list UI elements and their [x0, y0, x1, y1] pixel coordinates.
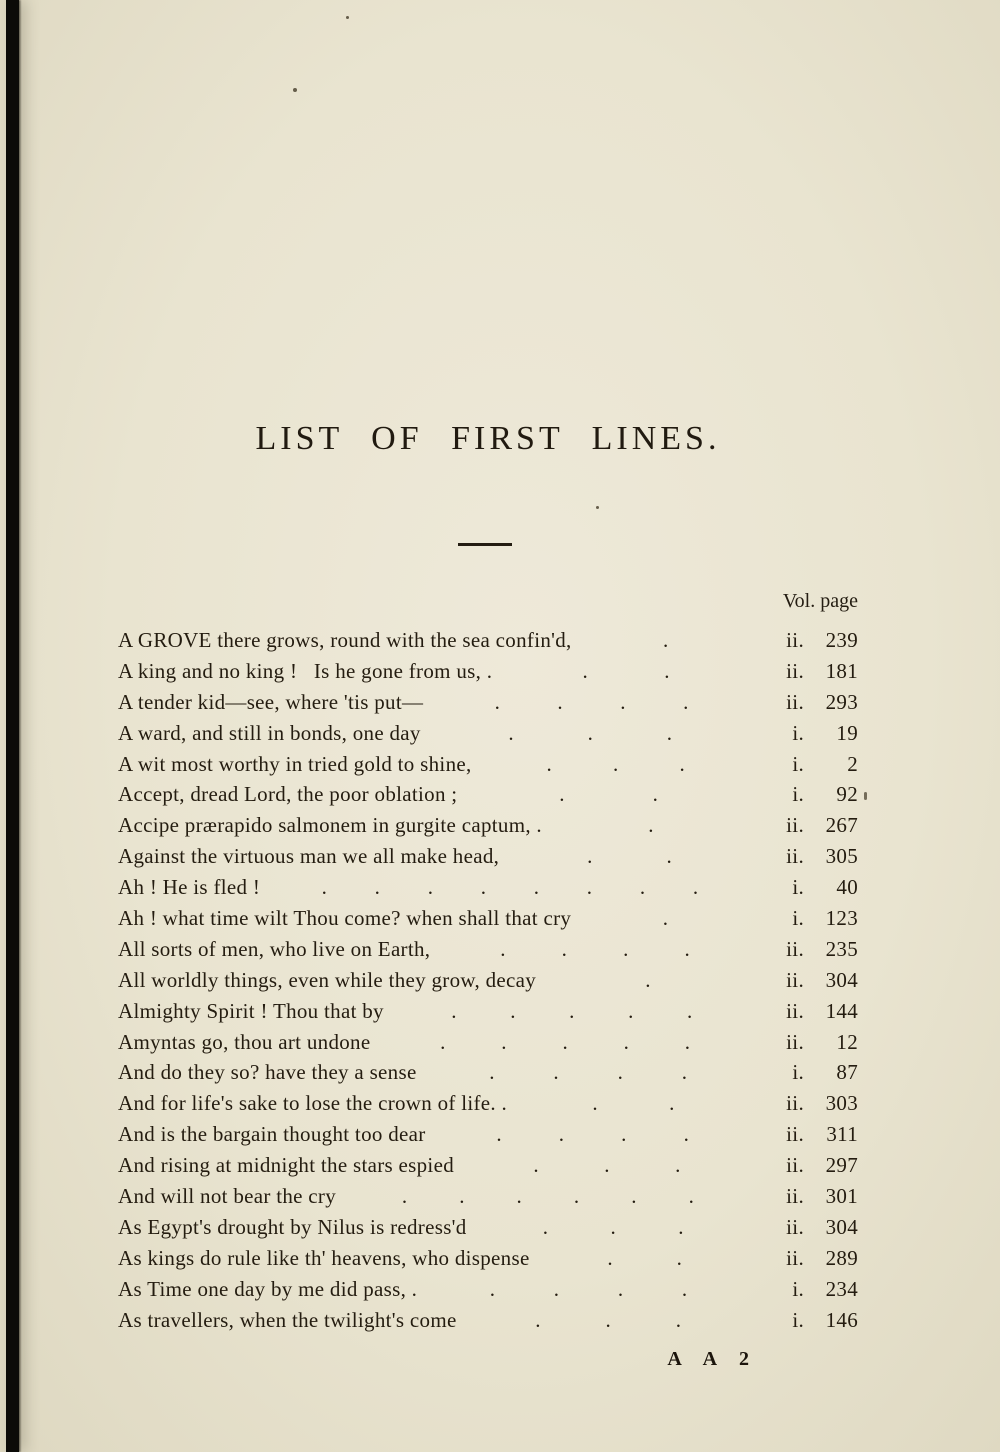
leader-dot: .: [516, 1184, 523, 1209]
leader-dot: .: [639, 875, 646, 900]
leader-dots: [417, 1060, 760, 1085]
entry-text: A wit most worthy in tried gold to shine,: [118, 751, 472, 776]
entry-row: [118, 1308, 858, 1339]
leader-dot: .: [501, 1029, 507, 1054]
leader-dot: .: [617, 1276, 624, 1301]
leader-dots: [370, 1030, 760, 1055]
leader-dots: [336, 1184, 760, 1209]
leader-dots: [507, 1091, 760, 1116]
leader-dot: .: [510, 998, 516, 1023]
scan-speck: [293, 88, 297, 92]
entry-row: [118, 782, 858, 813]
entry-volume: ii.: [786, 998, 804, 1023]
leader-dot: .: [558, 1122, 565, 1147]
entry-volume: ii.: [786, 658, 804, 683]
leader-dots: [467, 1215, 760, 1240]
leader-dots: [542, 813, 760, 838]
leader-dot: .: [621, 1122, 627, 1147]
entry-volume: i.: [792, 906, 804, 931]
entry-volume: ii.: [786, 1245, 804, 1270]
leader-dot: .: [617, 1060, 624, 1085]
entry-text: And rising at midnight the stars espied: [118, 1153, 454, 1178]
entry-page-number: 267: [825, 813, 858, 838]
entry-row: [118, 1122, 858, 1153]
entry-volume: i.: [792, 1060, 804, 1085]
leader-dot: .: [662, 906, 669, 931]
leader-dot: .: [542, 1214, 549, 1239]
entry-volume: ii.: [786, 1122, 804, 1147]
entry-page-number: 12: [836, 1029, 858, 1054]
leader-dots: [457, 782, 760, 807]
leader-dot: .: [679, 751, 686, 776]
entry-page-number: 146: [825, 1307, 858, 1332]
leader-dot: .: [533, 875, 540, 900]
entry-row: [118, 875, 858, 906]
entry-row: [118, 1215, 858, 1246]
leader-dot: .: [489, 1060, 495, 1085]
leader-dot: .: [401, 1184, 408, 1209]
leader-dot: .: [582, 658, 589, 683]
leader-dot: .: [688, 1184, 695, 1209]
leader-dot: .: [587, 720, 594, 745]
leader-dot: .: [684, 936, 691, 961]
entry-volume: ii.: [786, 967, 804, 992]
entry-page-number: 40: [836, 875, 858, 900]
scan-speck: [864, 792, 867, 800]
entry-row: [118, 968, 858, 999]
leader-dot: .: [573, 1184, 580, 1209]
leader-dot: .: [678, 1214, 684, 1239]
leader-dot: .: [586, 875, 593, 900]
entry-volume: ii.: [786, 1214, 804, 1239]
page-title: LIST OF FIRST LINES.: [255, 420, 721, 457]
scan-speck: [596, 506, 599, 509]
entry-text: A ward, and still in bonds, one day: [118, 720, 421, 745]
leader-dot: .: [623, 1029, 630, 1054]
entry-volume: i.: [792, 782, 804, 807]
entry-row: [118, 690, 858, 721]
leader-dots: [454, 1153, 760, 1178]
entry-volume: i.: [792, 720, 804, 745]
leader-dots: [423, 690, 760, 715]
entry-page-number: 305: [825, 844, 858, 869]
entry-page-number: 87: [836, 1060, 858, 1085]
entry-text: Accipe prærapido salmonem in gurgite captum, .: [118, 813, 542, 838]
entry-page-number: 304: [825, 967, 858, 992]
leader-dot: .: [607, 1245, 613, 1270]
leader-dot: .: [645, 967, 651, 992]
leader-dot: .: [663, 628, 669, 652]
leader-dots: [530, 1246, 760, 1271]
entry-row: [118, 999, 858, 1030]
entry-row: [118, 844, 858, 875]
leader-dots: [430, 937, 760, 962]
entry-volume: ii.: [786, 689, 804, 714]
leader-dot: .: [557, 689, 563, 714]
leader-dots: [457, 1308, 760, 1333]
leader-dot: .: [610, 1214, 617, 1239]
leader-dot: .: [666, 844, 673, 869]
section-divider: [458, 543, 512, 546]
leader-dot: .: [683, 689, 689, 714]
entry-volume: i.: [792, 751, 804, 776]
leader-dot: .: [652, 782, 659, 807]
entry-page-number: 297: [825, 1153, 858, 1178]
entry-page-number: 301: [825, 1184, 858, 1209]
leader-dot: .: [666, 720, 673, 745]
leader-dot: .: [623, 936, 629, 961]
leader-dot: .: [496, 1122, 502, 1147]
leader-dots: [572, 628, 760, 653]
entry-volume: ii.: [786, 844, 804, 869]
leader-dot: .: [612, 751, 619, 776]
leader-dots: [426, 1122, 760, 1147]
leader-dots: [472, 752, 760, 777]
leader-dot: .: [648, 813, 654, 838]
entry-row: [118, 1277, 858, 1308]
entry-row: [118, 1153, 858, 1184]
leader-dots: [417, 1277, 760, 1302]
entry-row: [118, 813, 858, 844]
leader-dot: .: [489, 1276, 496, 1301]
entry-text: And will not bear the cry: [118, 1184, 337, 1209]
entry-text: All worldly things, even while they grow, decay: [118, 967, 537, 992]
entry-text: Amyntas go, thou art undone: [118, 1029, 371, 1054]
entry-text: And is the bargain thought too dear: [118, 1122, 426, 1147]
leader-dot: .: [459, 1184, 465, 1209]
entry-page-number: 234: [825, 1276, 858, 1301]
entry-text: Accept, dread Lord, the poor oblation ;: [118, 782, 458, 807]
signature-mark: A A 2: [667, 1348, 758, 1370]
entry-volume: ii.: [786, 628, 804, 652]
entry-volume: ii.: [786, 1091, 804, 1116]
entries-list: [118, 628, 858, 1338]
leader-dot: .: [480, 875, 487, 900]
leader-dot: .: [675, 1307, 682, 1332]
entry-text: Ah ! what time wilt Thou come? when shall that cry: [118, 906, 572, 931]
leader-dot: .: [561, 936, 568, 961]
entry-text: As kings do rule like th' heavens, who dispense: [118, 1245, 530, 1270]
entry-volume: ii.: [786, 936, 804, 961]
entry-page-number: 303: [825, 1091, 858, 1116]
entry-page-number: 181: [825, 658, 858, 683]
entry-text: And do they so? have they a sense: [118, 1060, 417, 1085]
entry-row: [118, 937, 858, 968]
leader-dot: .: [562, 1029, 568, 1054]
entry-text: And for life's sake to lose the crown of life. .: [118, 1091, 508, 1116]
entry-row: [118, 1184, 858, 1215]
entry-row: [118, 628, 858, 659]
entry-text: As Time one day by me did pass, .: [118, 1276, 418, 1301]
leader-dot: .: [683, 1122, 690, 1147]
entry-volume: i.: [792, 1307, 804, 1332]
leader-dot: .: [508, 720, 514, 745]
scan-speck: [346, 16, 349, 19]
entry-text: A king and no king ! Is he gone from us, .: [118, 658, 493, 683]
entry-row: [118, 752, 858, 783]
entry-text: As Egypt's drought by Nilus is redress'd: [118, 1214, 467, 1239]
leader-dot: .: [569, 998, 575, 1023]
leader-dot: .: [494, 689, 501, 714]
entry-text: Almighty Spirit ! Thou that by: [118, 998, 384, 1023]
entry-page-number: 239: [825, 628, 858, 652]
entry-row: [118, 1060, 858, 1091]
leader-dot: .: [451, 998, 457, 1023]
leader-dot: .: [628, 998, 634, 1023]
leader-dots: [260, 875, 760, 900]
leader-dot: .: [553, 1060, 559, 1085]
leader-dot: .: [669, 1091, 675, 1116]
entry-volume: i.: [792, 875, 804, 900]
leader-dot: .: [587, 844, 593, 869]
leader-dot: .: [427, 875, 434, 900]
leader-dots: [536, 968, 760, 993]
leader-dot: .: [620, 689, 626, 714]
entry-text: Against the virtuous man we all make head,: [118, 844, 500, 869]
entry-page-number: 2: [847, 751, 858, 776]
entry-text: A tender kid—see, where 'tis put—: [118, 689, 424, 714]
leader-dot: .: [676, 1245, 683, 1270]
leader-dot: .: [533, 1153, 539, 1178]
entry-text: As travellers, when the twilight's come: [118, 1307, 457, 1332]
leader-dot: .: [374, 875, 381, 900]
entry-row: [118, 659, 858, 690]
binding-edge: [6, 0, 19, 1452]
leader-dot: .: [687, 998, 693, 1023]
leader-dot: .: [546, 751, 553, 776]
entry-page-number: 235: [825, 936, 858, 961]
entry-volume: ii.: [786, 1029, 804, 1054]
entry-page-number: 123: [825, 906, 858, 931]
leader-dot: .: [553, 1276, 560, 1301]
leader-dot: .: [664, 658, 670, 683]
entry-row: [118, 1030, 858, 1061]
leader-dots: [571, 906, 760, 931]
column-header: Vol. page: [782, 590, 858, 612]
entry-row: [118, 906, 858, 937]
leader-dot: .: [681, 1060, 688, 1085]
leader-dot: .: [500, 936, 506, 961]
leader-dot: .: [440, 1029, 446, 1054]
leader-dot: .: [604, 1153, 610, 1178]
entry-row: [118, 1091, 858, 1122]
leader-dot: .: [592, 1091, 598, 1116]
entry-volume: ii.: [786, 1184, 804, 1209]
entry-page-number: 92: [836, 782, 858, 807]
entry-volume: i.: [792, 1276, 804, 1301]
entry-row: [118, 721, 858, 752]
leader-dots: [421, 721, 760, 746]
entry-text: A GROVE there grows, round with the sea confin'd,: [118, 628, 572, 652]
leader-dot: .: [605, 1307, 612, 1332]
leader-dot: .: [631, 1184, 637, 1209]
leader-dots: [499, 844, 760, 869]
leader-dot: .: [559, 782, 565, 807]
leader-dot: .: [535, 1307, 541, 1332]
entry-page-number: 19: [836, 720, 858, 745]
entry-page-number: 144: [825, 998, 858, 1023]
entry-page-number: 289: [825, 1245, 858, 1270]
leader-dots: [384, 999, 760, 1024]
entry-text: All sorts of men, who live on Earth,: [118, 936, 431, 961]
leader-dot: .: [684, 1029, 691, 1054]
entry-volume: ii.: [786, 813, 804, 838]
entry-text: Ah ! He is fled !: [118, 875, 261, 900]
leader-dot: .: [692, 875, 699, 900]
entry-volume: ii.: [786, 1153, 804, 1178]
leader-dots: [492, 659, 760, 684]
leader-dot: .: [681, 1276, 688, 1301]
leader-dot: .: [675, 1153, 681, 1178]
entry-page-number: 293: [825, 689, 858, 714]
entry-page-number: 311: [826, 1122, 858, 1147]
entry-row: [118, 1246, 858, 1277]
entry-page-number: 304: [825, 1214, 858, 1239]
leader-dot: .: [321, 875, 328, 900]
